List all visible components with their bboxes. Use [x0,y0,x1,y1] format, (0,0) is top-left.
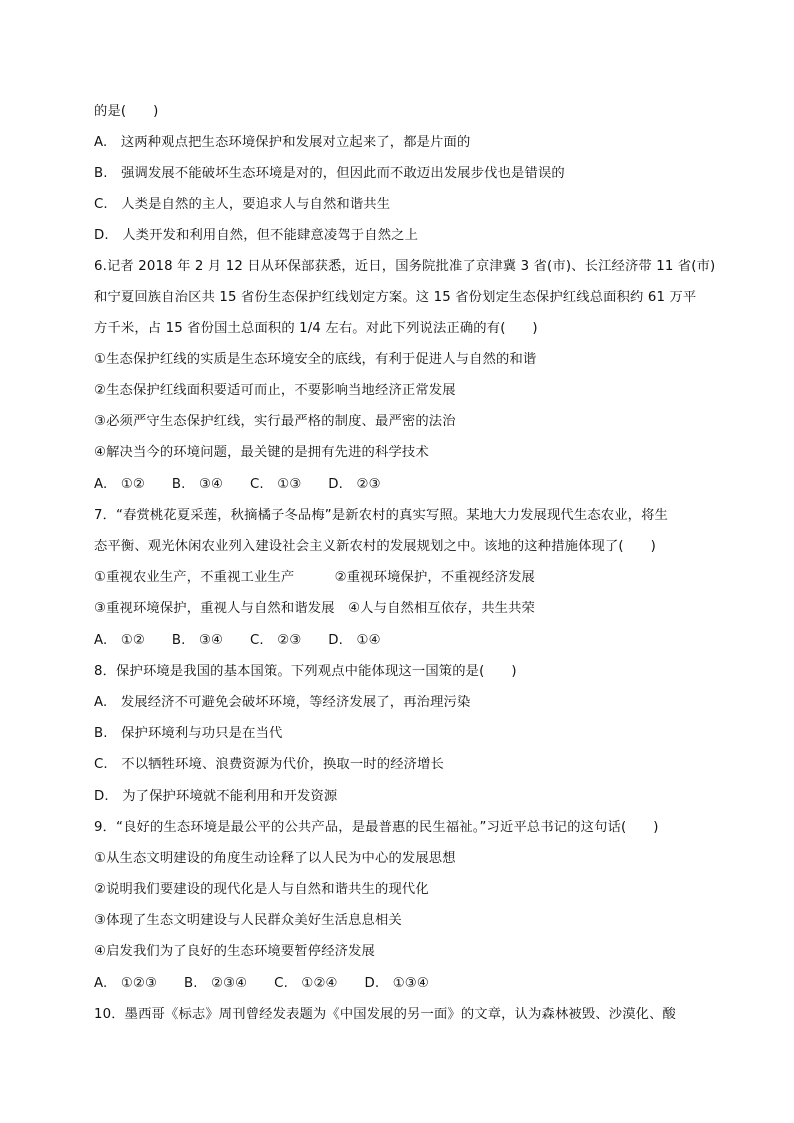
q7-stem-line-2: 态平衡、观光休闲农业列入建设社会主义新农村的发展规划之中。该地的这种措施体现了( ) [94,539,656,554]
q5-option-c: C. 人类是自然的主人，要追求人与自然和谐共生 [94,197,391,212]
q9-statement-1: ①从生态文明建设的角度生动诠释了以人民为中心的发展思想 [94,851,456,866]
q6-statement-3: ③必须严守生态保护红线，实行最严格的制度、最严密的法治 [94,414,456,429]
q6-stem-line-3: 方千米，占 15 省份国土总面积的 1/4 左右。对此下列说法正确的有( ) [94,321,538,336]
q6-statement-1: ①生态保护红线的实质是生态环境安全的底线，有利于促进人与自然的和谐 [94,352,537,367]
q9-stem: 9．“良好的生态环境是最公平的公共产品，是最普惠的民生福祉。”习近平总书记的这句话( ) [94,820,659,835]
q6-stem-line-2: 和宁夏回族自治区共 15 省份生态保护红线划定方案。这 15 省份划定生态保护红线总面积约 61 万平 [94,290,697,305]
q9-statement-2: ②说明我们要建设的现代化是人与自然和谐共生的现代化 [94,882,429,897]
q6-stem-line-1: 6.记者 2018 年 2 月 12 日从环保部获悉，近日，国务院批准了京津冀 3 省(市)、长江经济带 11 省(市) [94,259,716,274]
q5-option-d: D. 人类开发和利用自然，但不能肆意凌驾于自然之上 [94,228,419,243]
q8-option-b: B. 保护环境利与功只是在当代 [94,726,283,741]
q7-stem-line-1: 7．“春赏桃花夏采莲，秋摘橘子冬品梅”是新农村的真实写照。某地大力发展现代生态农业，将生 [94,508,669,523]
q6-statement-4: ④解决当今的环境问题，最关键的是拥有先进的科学技术 [94,445,429,460]
q8-stem: 8．保护环境是我国的基本国策。下列观点中能体现这一国策的是( ) [94,664,517,679]
q9-options: A. ①②③ B. ②③④ C. ①②④ D. ①③④ [94,976,429,991]
q6-options: A. ①② B. ③④ C. ①③ D. ②③ [94,477,381,492]
q8-option-d: D. 为了保护环境就不能利用和开发资源 [94,789,338,804]
q5-stem-end: 的是( ) [94,104,159,119]
q8-option-a: A. 发展经济不可避免会破坏环境，等经济发展了，再治理污染 [94,695,471,710]
q10-stem-line-1: 10．墨西哥《标志》周刊曾经发表题为《中国发展的另一面》的文章，认为森林被毁、沙漠化、酸 [94,1007,676,1022]
q8-option-c: C. 不以牺牲环境、浪费资源为代价，换取一时的经济增长 [94,757,444,772]
q9-statement-4: ④启发我们为了良好的生态环境要暂停经济发展 [94,944,376,959]
q7-statements-3-4: ③重视环境保护，重视人与自然和谐发展 ④人与自然相互依存，共生共荣 [94,601,535,616]
q5-option-a: A. 这两种观点把生态环境保护和发展对立起来了，都是片面的 [94,135,471,150]
q7-options: A. ①② B. ③④ C. ②③ D. ①④ [94,633,381,648]
q7-statements-1-2: ①重视农业生产，不重视工业生产 ②重视环境保护，不重视经济发展 [94,570,535,585]
q6-statement-2: ②生态保护红线面积要适可而止，不要影响当地经济正常发展 [94,383,456,398]
q9-statement-3: ③体现了生态文明建设与人民群众美好生活息息相关 [94,913,402,928]
q5-option-b: B. 强调发展不能破坏生态环境是对的，但因此而不敢迈出发展步伐也是错误的 [94,166,565,181]
